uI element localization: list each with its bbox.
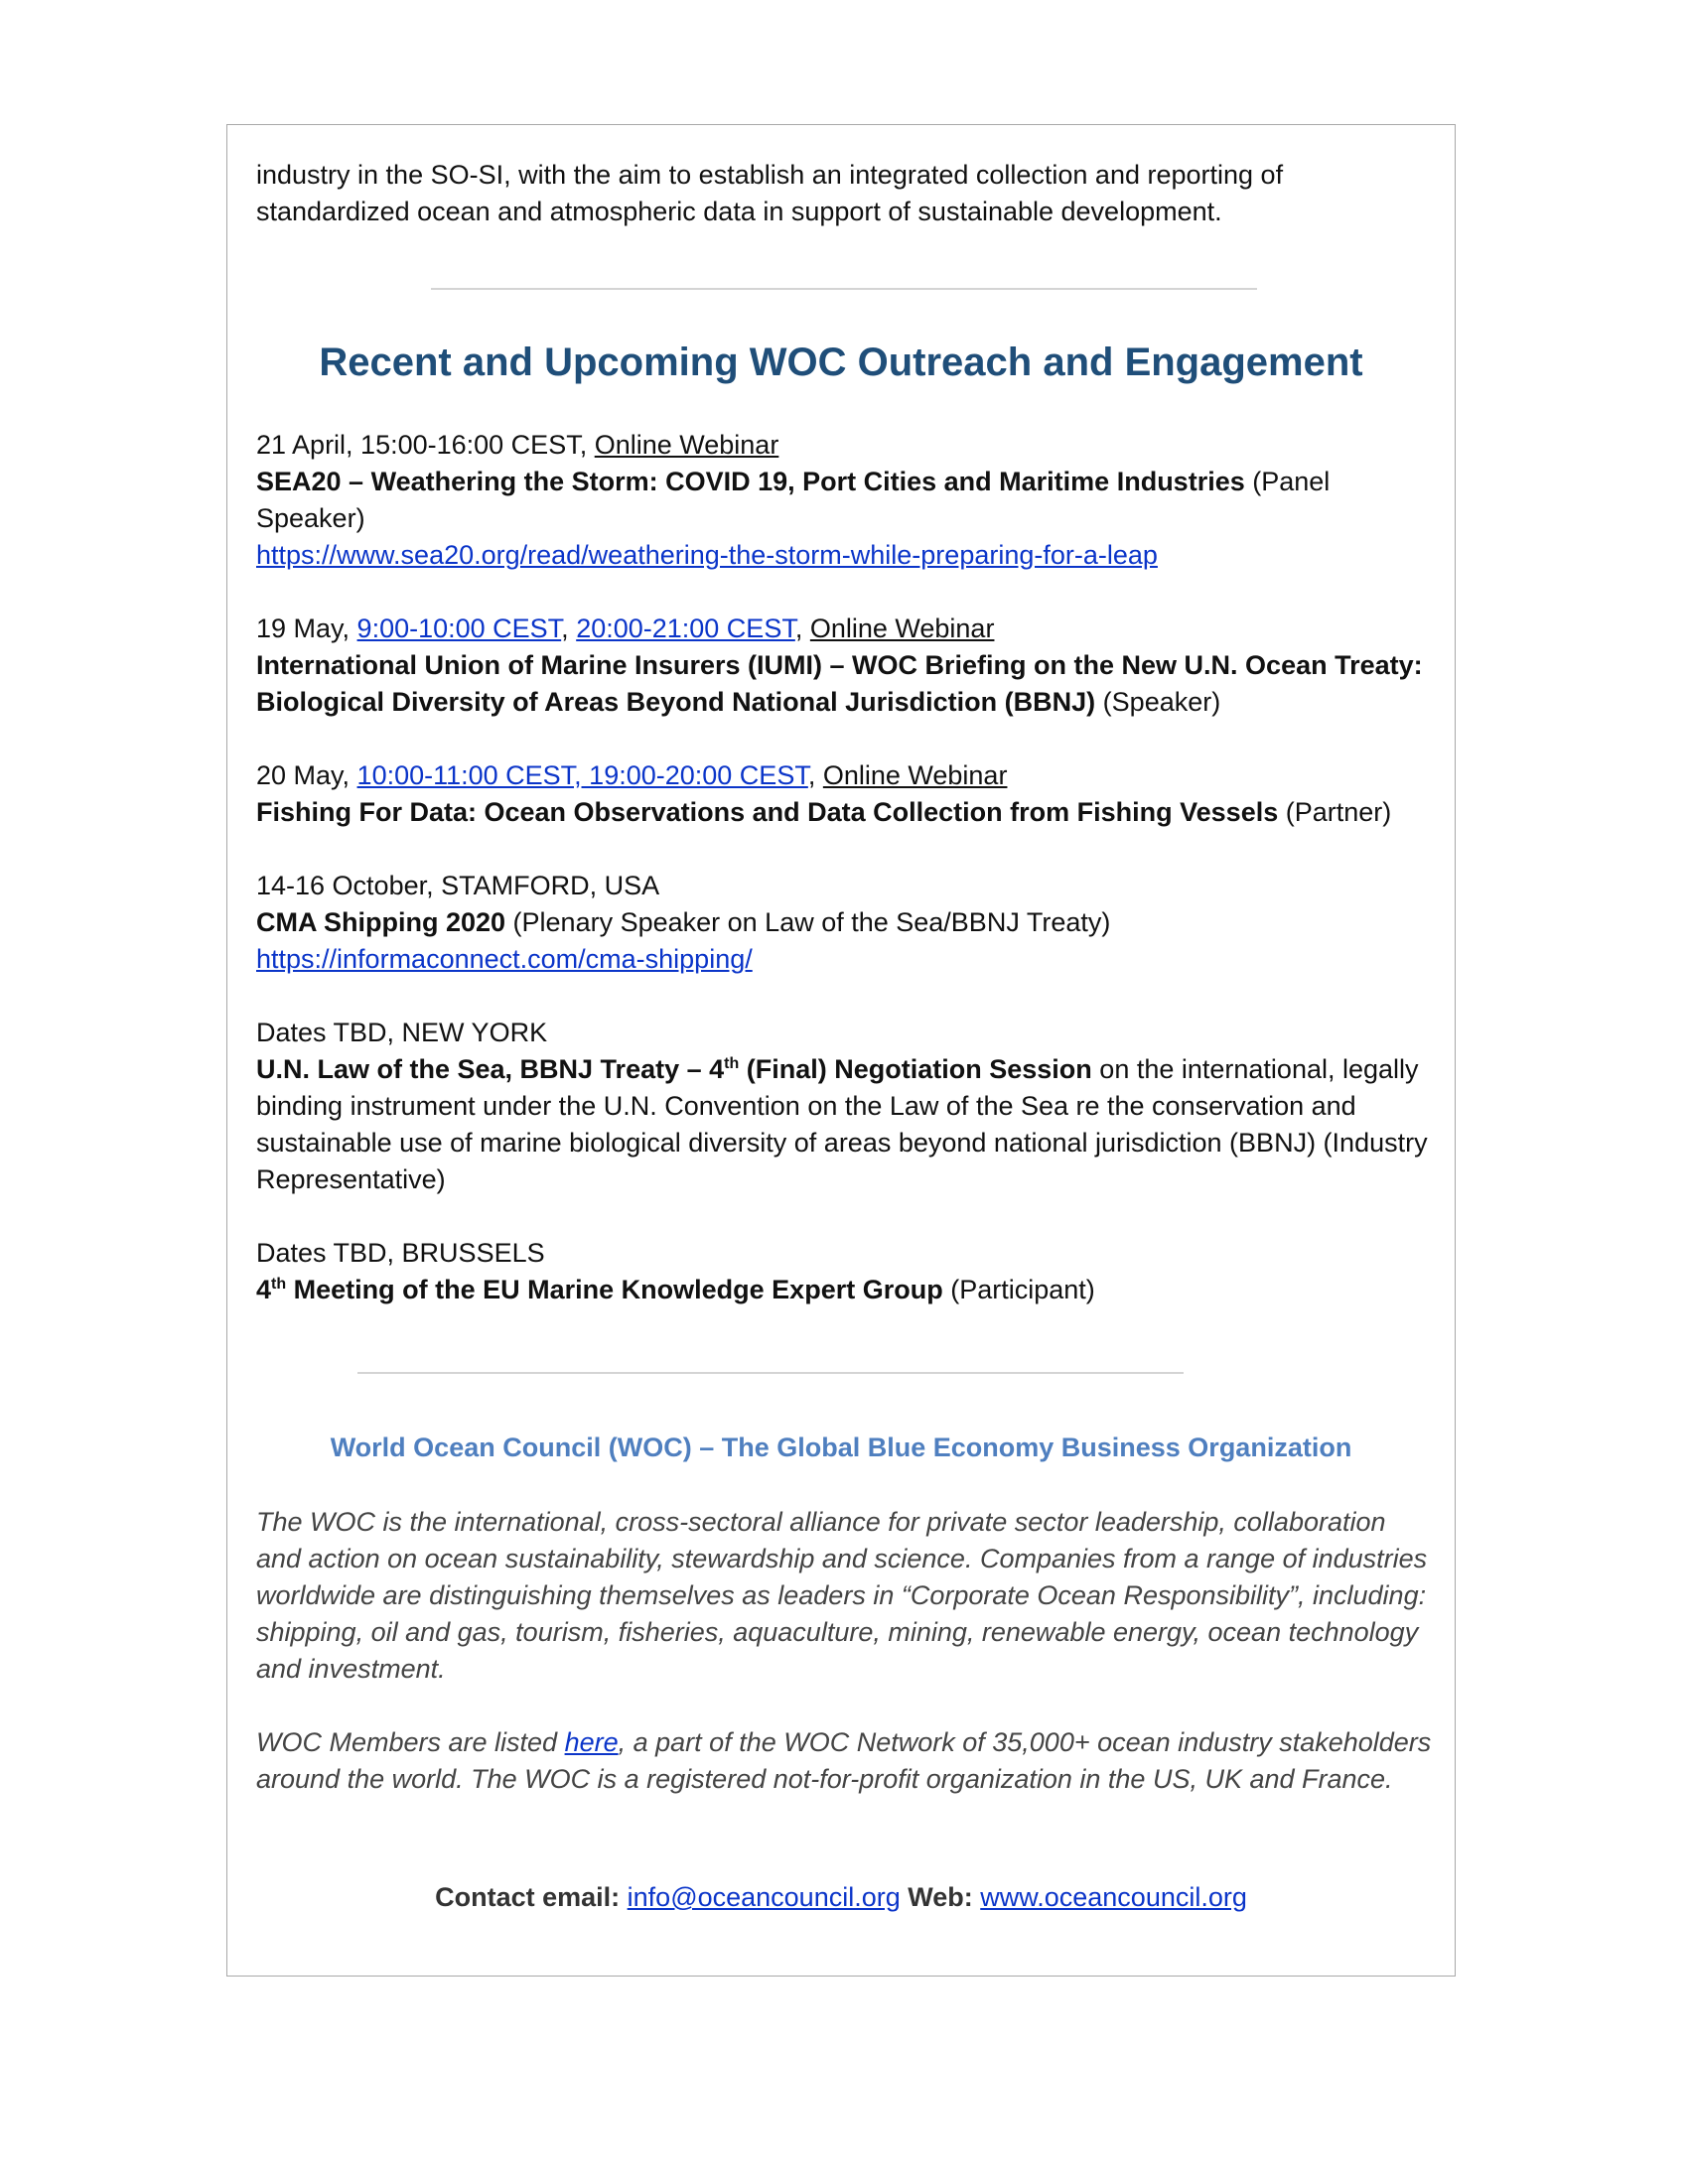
event-date-line (256, 611, 1438, 647)
event-item (256, 757, 1438, 831)
contact-email-link[interactable]: info@oceancouncil.org (627, 1882, 901, 1912)
event-date-line (256, 427, 1438, 464)
event-date: Dates TBD, NEW YORK (256, 1018, 548, 1047)
event-title: Fishing For Data: Ocean Observations and Data Collection from Fishing Vessels (256, 797, 1279, 827)
woc-network-text: , a part of the WOC Network of 35,000+ ocean industry stakeholders around the world. The WOC is a registered not-for-profit organization in the US, UK and France. (256, 1727, 1432, 1794)
event-time-link-2[interactable]: 20:00-21:00 CEST (576, 614, 795, 643)
ordinal-suffix: th (724, 1055, 740, 1072)
divider-top (431, 288, 1257, 290)
event-url-line (256, 941, 1438, 978)
event-date: 20 May, (256, 760, 357, 790)
intro-line-1: industry in the SO-SI, with the aim to establish an integrated collection and reporting of (256, 160, 1284, 190)
contact-web-label: Web: (900, 1882, 981, 1912)
event-title-part: 4 (256, 1275, 272, 1304)
event-title-line (256, 904, 1438, 941)
woc-about-paragraph-1: The WOC is the international, cross-sectoral alliance for private sector leadership, collaboration and action on ocean sustainability, stewardship and science. Companies from a range of industries worldwide are distinguishing themselves as leaders in “Corporate Ocean Responsibility”, including: shipping, oil and gas, tourism, fisheries, aquaculture, mining, renewable energy, ocean technology and investment. (256, 1507, 1428, 1684)
events-list (256, 427, 1438, 1345)
event-date: 21 April, 15:00-16:00 CEST, (256, 430, 595, 460)
event-title-line (256, 1272, 1438, 1308)
woc-title: World Ocean Council (WOC) – The Global Blue Economy Business Organization (330, 1433, 1352, 1462)
event-times-link[interactable]: 10:00-11:00 CEST, 19:00-20:00 CEST (356, 760, 808, 790)
event-date-line (256, 757, 1438, 794)
event-description (256, 1051, 1438, 1198)
event-title-line (256, 794, 1438, 831)
event-role: (Partner) (1278, 797, 1392, 827)
event-role: (Panel Speaker) (256, 467, 1331, 533)
woc-members-link[interactable]: here (564, 1727, 619, 1757)
event-separator: , (807, 760, 823, 790)
event-title-part: U.N. Law of the Sea, BBNJ Treaty – 4 (256, 1054, 725, 1084)
divider-bottom (357, 1372, 1184, 1374)
event-separator: , (561, 614, 577, 643)
event-type-link[interactable]: Online Webinar (594, 430, 779, 460)
event-url-link[interactable]: https://informaconnect.com/cma-shipping/ (256, 944, 753, 974)
event-date: 19 May, (256, 614, 357, 643)
event-time-link-1[interactable]: 9:00-10:00 CEST (356, 614, 562, 643)
event-separator: , (794, 614, 810, 643)
contact-line (226, 1879, 1456, 1916)
event-title (256, 1054, 1092, 1084)
event-title-line (256, 647, 1438, 721)
event-title: SEA20 – Weathering the Storm: COVID 19, Port Cities and Maritime Industries (256, 467, 1245, 496)
ordinal-suffix: th (271, 1276, 287, 1293)
event-date: Dates TBD, BRUSSELS (256, 1238, 545, 1268)
event-title: CMA Shipping 2020 (256, 907, 506, 937)
event-item (256, 1015, 1438, 1198)
event-title-part: (Final) Negotiation Session (739, 1054, 1092, 1084)
event-date: 14-16 October, STAMFORD, USA (256, 871, 660, 900)
event-title-line (256, 464, 1438, 537)
contact-email-label: Contact email: (435, 1882, 628, 1912)
event-item (256, 1235, 1438, 1308)
event-title-part: Meeting of the EU Marine Knowledge Expert Group (286, 1275, 943, 1304)
event-role: (Participant) (942, 1275, 1095, 1304)
event-type-link[interactable]: Online Webinar (809, 614, 995, 643)
woc-members-text: WOC Members are listed (256, 1727, 565, 1757)
event-title (256, 1275, 943, 1304)
event-item (256, 611, 1438, 721)
event-desc-text: on the international, legally binding instrument under the U.N. Convention on the Law of the Sea re the conservation and sustainable use of marine biological diversity of areas beyond national jurisdiction (BBNJ) (Industry Representative) (256, 1054, 1428, 1194)
event-title: International Union of Marine Insurers (IUMI) – WOC Briefing on the New U.N. Ocean Treaty: Biological Diversity of Areas Beyond National Jurisdiction (BBNJ) (256, 650, 1423, 717)
event-role: (Speaker) (1095, 687, 1221, 717)
event-type-link[interactable]: Online Webinar (822, 760, 1008, 790)
contact-web-link[interactable]: www.oceancouncil.org (980, 1882, 1247, 1912)
intro-line-2: standardized ocean and atmospheric data in support of sustainable development. (256, 197, 1222, 226)
event-url-link[interactable]: https://www.sea20.org/read/weathering-the-storm-while-preparing-for-a-leap (256, 540, 1158, 570)
intro-paragraph (256, 157, 1438, 230)
event-url-line (256, 537, 1438, 574)
event-item (256, 868, 1438, 978)
section-heading: Recent and Upcoming WOC Outreach and Engagement (319, 341, 1363, 384)
woc-about (256, 1504, 1438, 1835)
event-role: (Plenary Speaker on Law of the Sea/BBNJ Treaty) (505, 907, 1111, 937)
event-item (256, 427, 1438, 574)
woc-about-paragraph-2 (256, 1724, 1438, 1798)
